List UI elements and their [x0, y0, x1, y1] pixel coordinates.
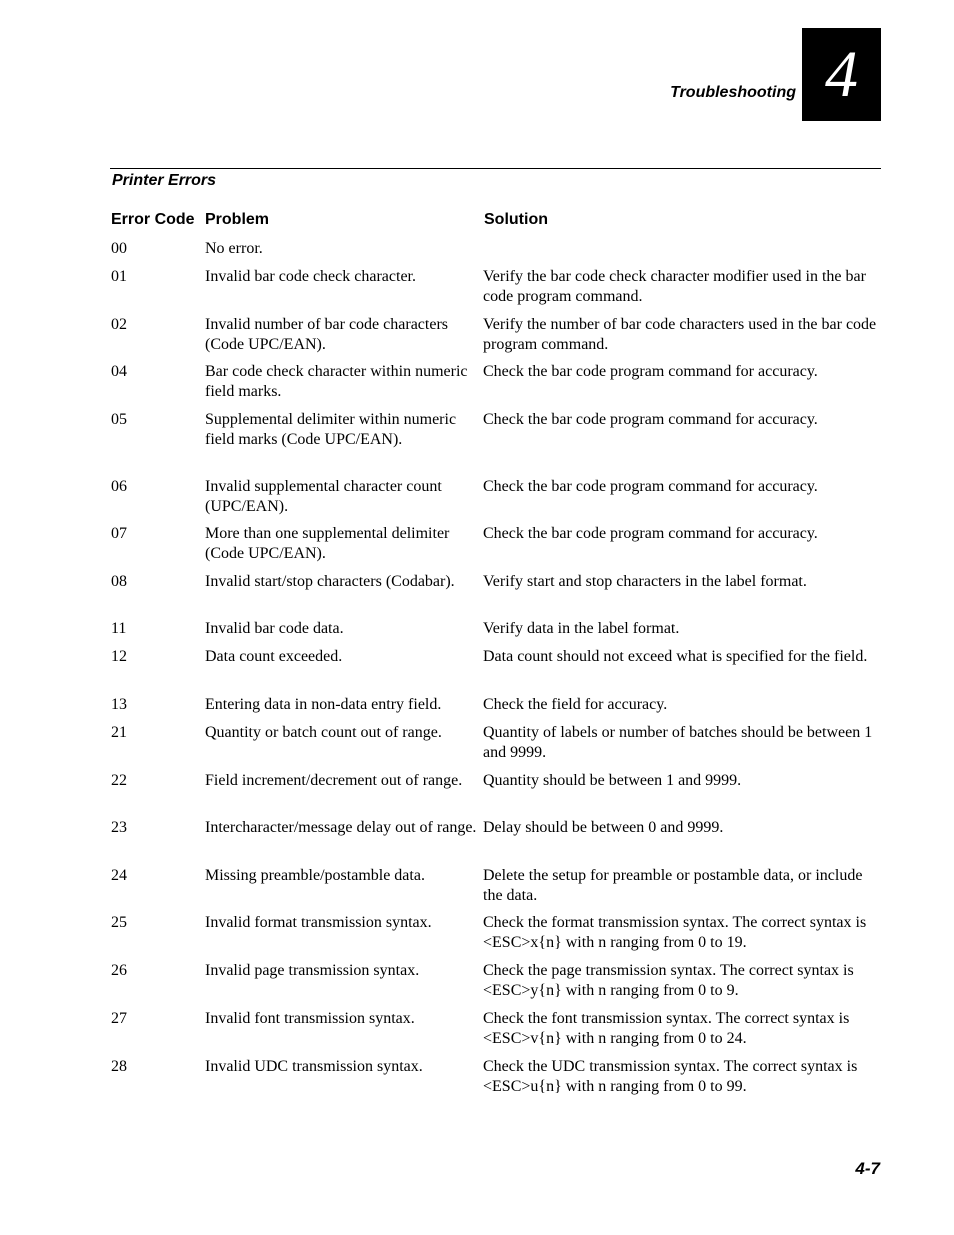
solution-text: Check the field for accuracy.	[483, 696, 668, 713]
solution-text: Check the page transmission syntax. The correct syntax is <ESC>y{n} with n ranging from 0 to 9.	[483, 962, 854, 999]
page-number: 4-7	[855, 1159, 880, 1178]
problem-text: Invalid UDC transmission syntax.	[205, 1058, 423, 1075]
error-code: 13	[111, 696, 127, 713]
solution-text: Check the bar code program command for accuracy.	[483, 478, 818, 495]
problem-text: Invalid font transmission syntax.	[205, 1010, 415, 1027]
problem-text: Invalid start/stop characters (Codabar).	[205, 573, 455, 590]
error-code: 00	[111, 240, 127, 257]
problem-text: Quantity or batch count out of range.	[205, 724, 442, 741]
problem-text: Bar code check character within numeric field marks.	[205, 363, 468, 400]
problem-text: Invalid format transmission syntax.	[205, 914, 432, 931]
error-code: 23	[111, 819, 127, 836]
solution-text: Delete the setup for preamble or postamble data, or include the data.	[483, 867, 863, 904]
column-header-error-code: Error Code	[111, 211, 195, 228]
problem-text: Invalid supplemental character count (UPC/EAN).	[205, 478, 442, 515]
problem-text: Supplemental delimiter within numeric field marks (Code UPC/EAN).	[205, 411, 457, 448]
error-code: 24	[111, 867, 127, 884]
problem-text: Entering data in non-data entry field.	[205, 696, 442, 713]
solution-text: Quantity of labels or number of batches should be between 1 and 9999.	[483, 724, 873, 761]
column-header-problem: Problem	[205, 211, 270, 228]
solution-text: Verify the number of bar code characters used in the bar code program command.	[483, 316, 877, 353]
error-code: 08	[111, 573, 127, 590]
solution-text: Verify the bar code check character modifier used in the bar code program command.	[483, 268, 866, 305]
solution-text: Check the format transmission syntax. The correct syntax is <ESC>x{n} with n ranging from 0 to 19.	[483, 914, 867, 951]
solution-text: Check the font transmission syntax. The correct syntax is <ESC>v{n} with n ranging from 0 to 24.	[483, 1010, 850, 1047]
error-code: 27	[111, 1010, 127, 1027]
solution-text: Check the bar code program command for accuracy.	[483, 411, 818, 428]
problem-text: Invalid bar code check character.	[205, 268, 416, 285]
solution-text: Delay should be between 0 and 9999.	[483, 819, 724, 836]
solution-text: Check the bar code program command for accuracy.	[483, 525, 818, 542]
error-code: 11	[111, 620, 127, 637]
solution-text: Verify data in the label format.	[483, 620, 680, 637]
error-code: 26	[111, 962, 127, 979]
section-title: Printer Errors	[112, 172, 217, 189]
solution-text: Verify start and stop characters in the label format.	[483, 573, 807, 590]
solution-text: Check the UDC transmission syntax. The correct syntax is <ESC>u{n} with n ranging from 0 to 99.	[483, 1058, 858, 1095]
running-head-title: Troubleshooting	[670, 84, 796, 101]
problem-text: Data count exceeded.	[205, 648, 343, 665]
chapter-number-tab: 4	[802, 28, 881, 121]
solution-text: Quantity should be between 1 and 9999.	[483, 772, 742, 789]
error-code: 12	[111, 648, 127, 665]
error-code: 02	[111, 316, 127, 333]
error-code: 22	[111, 772, 127, 789]
error-code: 28	[111, 1058, 127, 1075]
error-code: 07	[111, 525, 127, 542]
column-header-solution: Solution	[484, 211, 548, 228]
error-code: 25	[111, 914, 127, 931]
problem-text: Missing preamble/postamble data.	[205, 867, 425, 884]
solution-text: Data count should not exceed what is specified for the field.	[483, 648, 868, 665]
problem-text: More than one supplemental delimiter (Code UPC/EAN).	[205, 525, 450, 562]
solution-text: Check the bar code program command for accuracy.	[483, 363, 818, 380]
section-divider	[110, 168, 881, 169]
problem-text: Intercharacter/message delay out of range.	[205, 819, 477, 836]
problem-text: Invalid page transmission syntax.	[205, 962, 420, 979]
problem-text: Invalid bar code data.	[205, 620, 344, 637]
problem-text: Field increment/decrement out of range.	[205, 772, 463, 789]
error-code: 01	[111, 268, 127, 285]
error-code: 04	[111, 363, 127, 380]
problem-text: No error.	[205, 240, 263, 257]
error-code: 06	[111, 478, 127, 495]
error-code: 05	[111, 411, 127, 428]
error-code: 21	[111, 724, 127, 741]
problem-text: Invalid number of bar code characters (Code UPC/EAN).	[205, 316, 448, 353]
